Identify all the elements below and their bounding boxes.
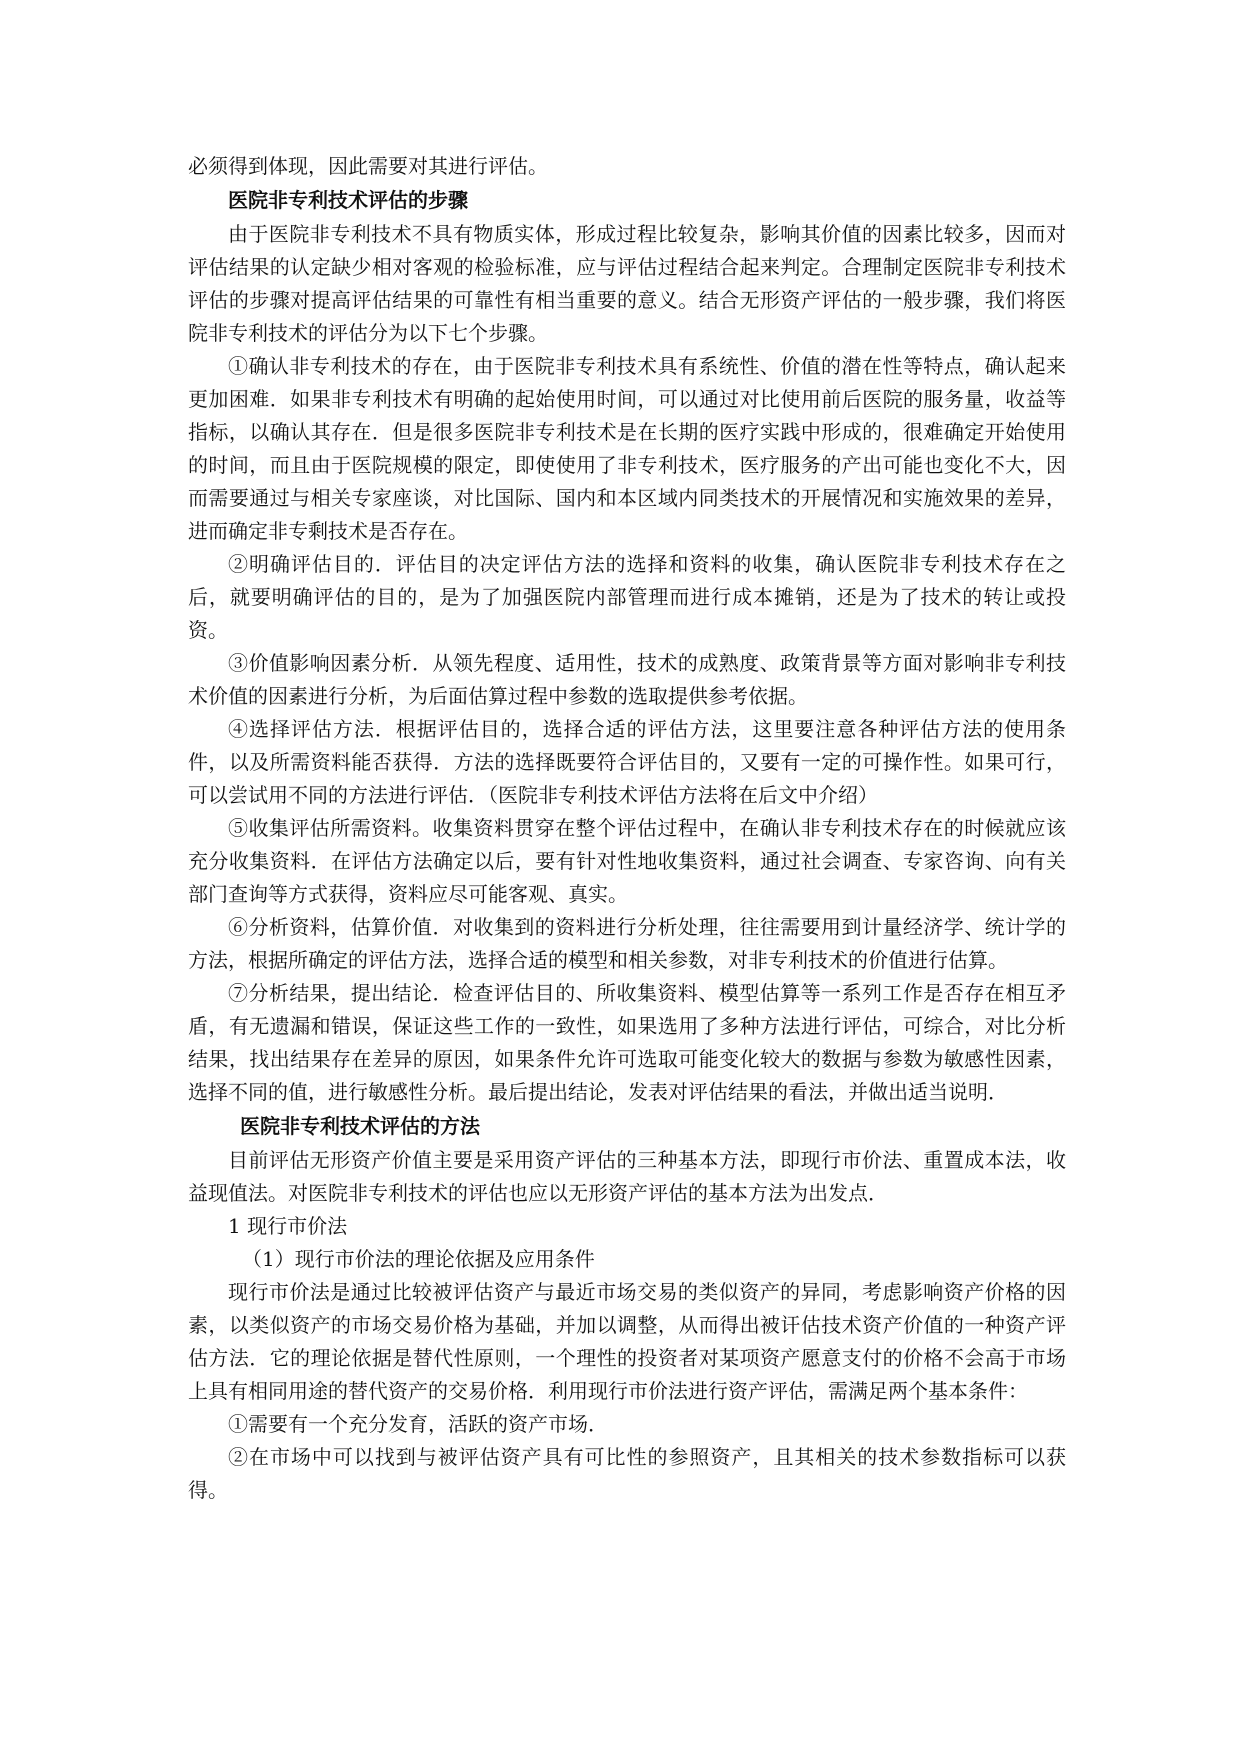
step-2-paragraph: ②明确评估目的．评估目的决定评估方法的选择和资料的收集，确认医院非专利技术存在之后，就要明确评估的目的，是为了加强医院内部管理而进行成本摊销，还是为了技术的转让或投资。: [188, 552, 1066, 642]
condition-1-paragraph: ①需要有一个充分发育，活跃的资产市场．: [228, 1412, 608, 1436]
document-page: [188, 150, 1066, 1507]
section-heading-methods: 医院非专利技术评估的方法: [240, 1114, 480, 1138]
subheading-market-price-method: 1 现行市价法: [228, 1214, 348, 1238]
paragraph-methods-intro: 目前评估无形资产价值主要是采用资产评估的三种基本方法，即现行市价法、重置成本法，收益现值法。对医院非专利技术的评估也应以无形资产评估的基本方法为出发点．: [188, 1148, 1066, 1205]
step-7-paragraph: ⑦分析结果，提出结论．检查评估目的、所收集资料、模型估算等一系列工作是否存在相互矛盾，有无遗漏和错误，保证这些工作的一致性，如果选用了多种方法进行评估，可综合，对比分析结果，找出结果存在差异的原因，如果条件允许可选取可能变化较大的数据与参数为敏感性因素，选择不同的值，进行敏感性分析。最后提出结论，发表对评估结果的看法，并做出适当说明．: [188, 981, 1066, 1104]
step-1-paragraph: ①确认非专利技术的存在，由于医院非专利技术具有系统性、价值的潜在性等特点，确认起来更加困难．如果非专利技术有明确的起始使用时间，可以通过对比使用前后医院的服务量，收益等指标，以确认其存在．但是很多医院非专利技术是在长期的医疗实践中形成的，很难确定开始使用的时间，而且由于医院规模的限定，即使使用了非专利技术，医疗服务的产出可能也变化不大，因而需要通过与相关专家座谈，对比国际、国内和本区域内同类技术的开展情况和实施效果的差异，进而确定非专剩技术是否存在。: [188, 354, 1066, 543]
step-3-paragraph: ③价值影响因素分析．从领先程度、适用性，技术的成熟度、政策背景等方面对影响非专利技术价值的因素进行分析，为后面估算过程中参数的选取提供参考依据。: [188, 651, 1066, 708]
subheading-theory-and-conditions: （1）现行市价法的理论依据及应用条件: [242, 1247, 595, 1271]
step-4-paragraph: ④选择评估方法．根据评估目的，选择合适的评估方法，这里要注意各种评估方法的使用条件，以及所需资料能否获得．方法的选择既要符合评估目的，又要有一定的可操作性。如果可行，可以尝试用不同的方法进行评估．（医院非专利技术评估方法将在后文中介绍）: [188, 717, 1066, 807]
step-5-paragraph: ⑤收集评估所需资料。收集资料贯穿在整个评估过程中，在确认非专利技术存在的时候就应该充分收集资料．在评估方法确定以后，要有针对性地收集资料，通过社会调查、专家咨询、向有关部门查询等方式获得，资料应尽可能客观、真实。: [188, 816, 1066, 906]
step-6-paragraph: ⑥分析资料，估算价值．对收集到的资料进行分析处理，往往需要用到计量经济学、统计学的方法，根据所确定的评估方法，选择合适的模型和相关参数，对非专利技术的价值进行估算。: [188, 915, 1066, 972]
section-heading-steps: 医院非专利技术评估的步骤: [228, 188, 468, 212]
paragraph-intro-steps: 由于医院非专利技术不具有物质实体，形成过程比较复杂，影响其价值的因素比较多，因而对评估结果的认定缺少相对客观的检验标准，应与评估过程结合起来判定。合理制定医院非专利技术评估的步骤对提高评估结果的可靠性有相当重要的意义。结合无形资产评估的一般步骤，我们将医院非专利技术的评估分为以下七个步骤。: [188, 222, 1066, 345]
condition-2-paragraph: ②在市场中可以找到与被评估资产具有可比性的参照资产，且其相关的技术参数指标可以获得。: [188, 1445, 1066, 1502]
paragraph-continuation: 必须得到体现，因此需要对其进行评估。: [188, 154, 548, 178]
paragraph-market-price-method: 现行市价法是通过比较被评估资产与最近市场交易的类似资产的异同，考虑影响资产价格的因素，以类似资产的市场交易价格为基础，并加以调整，从而得出被讦估技术资产价值的一种资产评估方法．它的理论依据是替代性原则，一个理性的投资者对某项资产愿意支付的价格不会高于市场上具有相同用途的替代资产的交易价格．利用现行市价法进行资产评估，需满足两个基本条件：: [188, 1280, 1066, 1403]
